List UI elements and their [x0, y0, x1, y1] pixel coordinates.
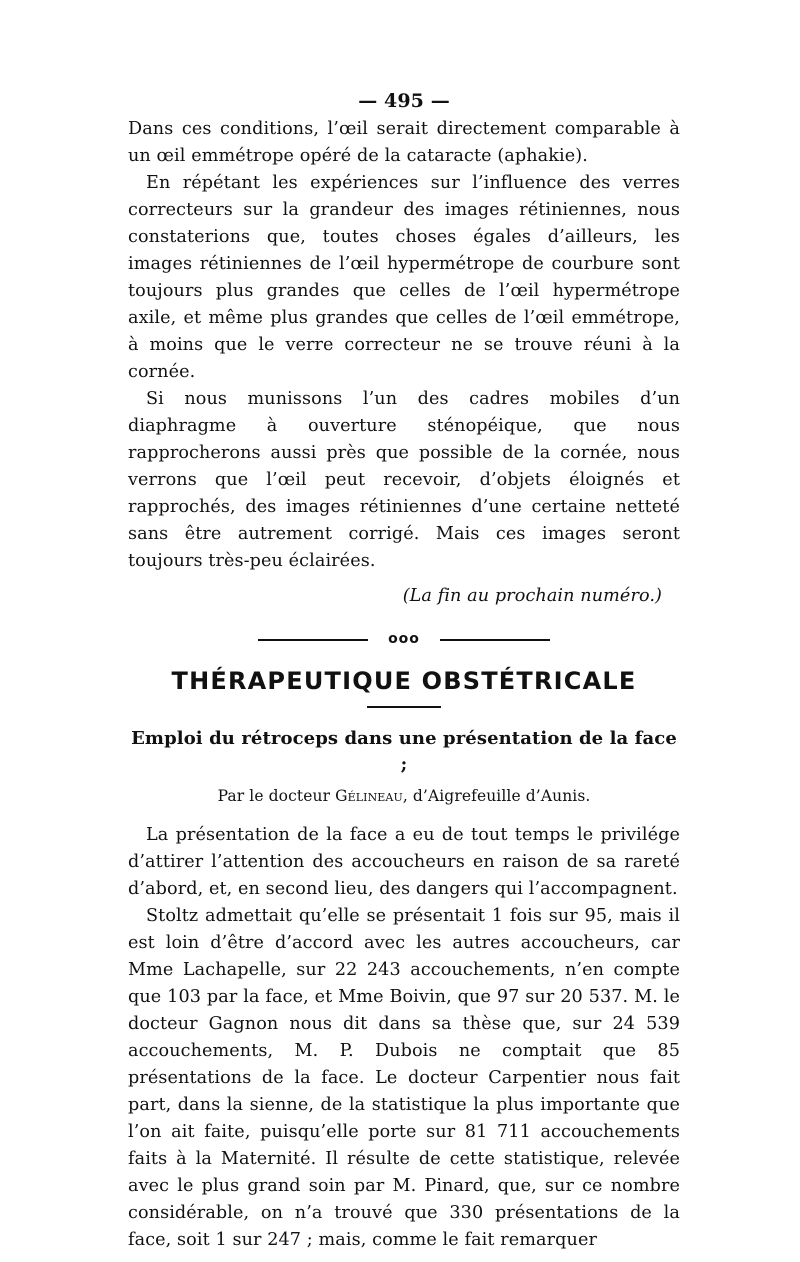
paragraph-aphakie: Dans ces conditions, l’œil serait directement comparable à un œil emmétrope opéré de la cataracte (aphakie). [128, 119, 680, 166]
article-byline [128, 784, 680, 808]
paragraph-statistics: Stoltz admettait qu’elle se présentait 1 fois sur 95, mais il est loin d’être d’accord avec les autres accoucheurs, car Mme Lachapelle, sur 22 243 accouchements, n’en compte que 103 par la face, et Mme Boivin, que 97 sur 20 537. M. le docteur Gagnon nous dit dans sa thèse que, sur 24 539 accouchements, M. P. Dubois ne comptait que 85 présentations de la face. Le docteur Carpentier nous fait part, dans la sienne, de la statistique la plus importante que l’on ait faite, puisqu’elle porte sur 81 711 accouchements faits à la Maternité. Il résulte de cette statistique, relevée avec le plus grand soin par M. Pinard, que, sur ce nombre considérable, on n’a trouvé que 330 présentations de la face, soit 1 sur 247 ; mais, comme le fait remarquer [128, 906, 680, 1250]
byline-suffix: d’Aigrefeuille d’Aunis. [412, 787, 591, 805]
page-number: — 495 — [358, 90, 450, 112]
section-title: THÉRAPEUTIQUE OBSTÉTRICALE [171, 667, 637, 695]
divider-line-right [440, 639, 550, 641]
paragraph-diaphragm: Si nous munissons l’un des cadres mobiles d’un diaphragme à ouverture sténopéique, que nous rapprocherons aussi près que possible de la cornée, nous verrons que l’œil peut recevoir, d’objets éloignés et rapprochés, des images rétiniennes d’une certaine netteté sans être autrement corrigé. Mais ces images seront toujours très-peu éclairées. [128, 389, 680, 571]
paragraph-image-size: En répétant les expériences sur l’influence des verres correcteurs sur la grandeur des images rétiniennes, nous constaterions que, toutes choses égales d’ailleurs, les images rétiniennes de l’œil hypermétrope de courbure sont toujours plus grandes que celles de l’œil hypermétrope axile, et même plus grandes que celles de l’œil emmétrope, à moins que le verre correcteur ne se trouve réuni à la cornée. [128, 173, 680, 382]
divider-ornament: ooo [388, 631, 420, 647]
book-page [128, 88, 680, 1254]
section-divider [128, 630, 680, 648]
byline-prefix: Par le docteur [217, 787, 331, 805]
article-title: Emploi du rétroceps dans une présentation de la face ; [131, 728, 677, 775]
byline-author: Gélineau, [335, 787, 408, 805]
title-rule [367, 706, 441, 708]
paragraph-face-presentation: La présentation de la face a eu de tout temps le privilége d’attirer l’attention des accoucheurs en raison de sa rareté d’abord, et, en second lieu, des dangers qui l’accompagnent. [128, 825, 680, 899]
divider-line-left [258, 639, 368, 641]
continuation-note: (La fin au prochain numéro.) [402, 586, 662, 606]
